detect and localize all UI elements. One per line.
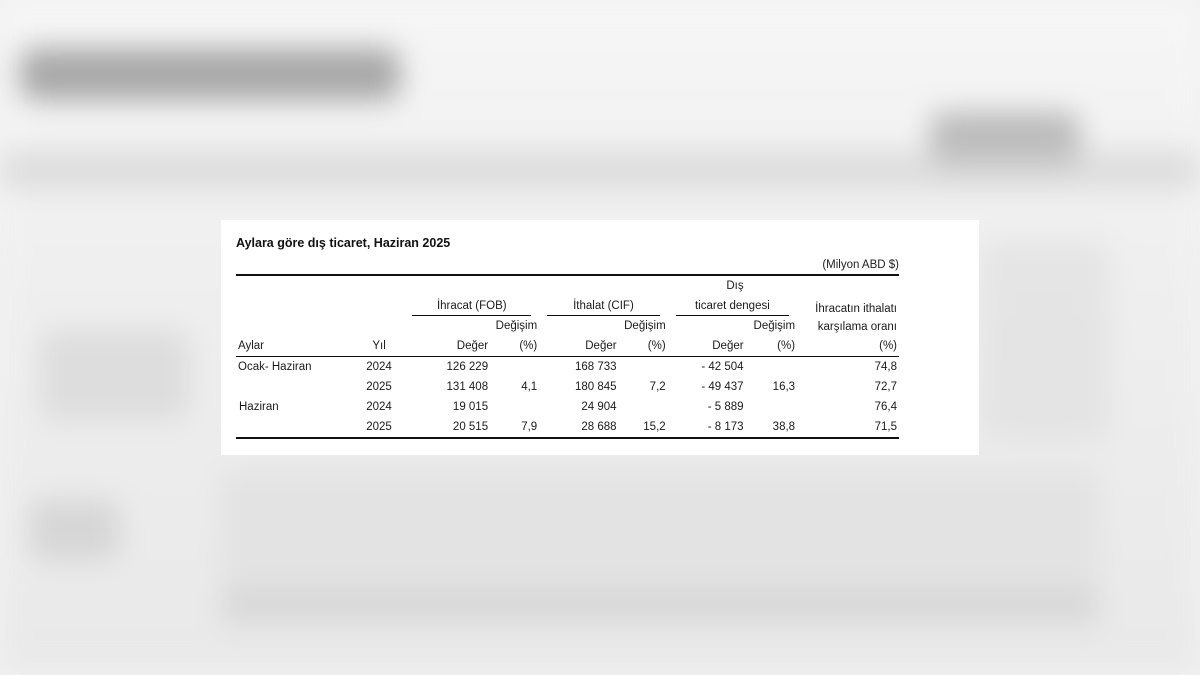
imports-change-cell: 15,2 — [643, 421, 666, 433]
exports-change-label: Değişim — [495, 320, 538, 332]
balance-change-cell — [746, 397, 797, 417]
balance-group-label-line2: ticaret dengesi — [676, 297, 789, 316]
coverage-header — [797, 296, 899, 336]
unit-label: (Milyon ABD $) — [822, 259, 899, 271]
year-cell: 2025 — [366, 381, 392, 393]
imports-change-label: Değişim — [624, 320, 666, 332]
col-balance-pct: (%) — [746, 336, 797, 357]
imports-change-cell: 7,2 — [649, 381, 666, 393]
period-cell — [236, 377, 354, 397]
blurred-block — [30, 500, 120, 560]
coverage-cell: 74,8 — [874, 361, 897, 373]
year-cell: 2024 — [366, 401, 392, 413]
blurred-block — [980, 240, 1110, 440]
balance-value-cell: - 8 173 — [707, 421, 744, 433]
exports-value-cell: 20 515 — [452, 421, 489, 433]
exports-change-cell: 4,1 — [521, 381, 538, 393]
balance-change-label: Değişim — [753, 320, 796, 332]
blurred-block — [220, 590, 1100, 618]
period-cell: Haziran — [239, 401, 279, 413]
balance-value-cell: - 5 889 — [707, 401, 744, 413]
balance-change-cell — [746, 357, 797, 378]
balance-change-cell: 38,8 — [772, 421, 796, 433]
imports-value-cell: 24 904 — [581, 401, 617, 413]
year-cell: 2025 — [366, 421, 392, 433]
coverage-cell: 72,7 — [874, 381, 897, 393]
table-title: Aylara göre dış ticaret, Haziran 2025 — [236, 236, 451, 250]
col-aylar: Aylar — [236, 336, 354, 357]
blurred-block — [0, 150, 1200, 190]
balance-value-cell: - 49 437 — [701, 381, 744, 393]
exports-change-cell: 7,9 — [521, 421, 538, 433]
col-exports-pct: (%) — [490, 336, 539, 357]
header-row-1 — [236, 275, 899, 296]
exports-change-cell — [490, 397, 539, 417]
imports-change-cell — [619, 397, 668, 417]
period-cell: Ocak- Haziran — [238, 361, 312, 373]
exports-value-cell: 131 408 — [446, 381, 489, 393]
table-row — [236, 397, 899, 417]
imports-group-header — [539, 296, 667, 316]
coverage-cell: 71,5 — [874, 421, 897, 433]
coverage-header-line2: karşılama oranı — [817, 321, 897, 333]
imports-value-cell: 28 688 — [581, 421, 617, 433]
imports-group-label: İthalat (CIF) — [547, 297, 659, 316]
coverage-header-line1: İhracatın ithalatı — [815, 303, 897, 315]
balance-value-cell: - 42 504 — [701, 361, 744, 373]
header-row-4 — [236, 336, 899, 357]
balance-change-cell: 16,3 — [772, 381, 796, 393]
blurred-block — [20, 48, 400, 100]
col-imports-value: Değer — [539, 336, 618, 357]
table-row — [236, 417, 899, 438]
table-row — [236, 377, 899, 397]
col-imports-pct: (%) — [619, 336, 668, 357]
period-cell — [236, 417, 354, 438]
balance-group-label-line1: Dış — [726, 280, 744, 292]
imports-change-cell — [619, 357, 668, 378]
col-coverage-pct: (%) — [797, 336, 899, 357]
exports-group-header — [404, 296, 539, 316]
exports-value-cell: 126 229 — [446, 361, 489, 373]
col-balance-value: Değer — [668, 336, 746, 357]
balance-group-header — [668, 296, 797, 316]
exports-group-label: İhracat (FOB) — [412, 297, 531, 316]
col-exports-value: Değer — [404, 336, 490, 357]
table-row — [236, 357, 899, 378]
foreign-trade-table — [236, 274, 899, 439]
exports-value-cell: 19 015 — [452, 401, 489, 413]
header-row-2 — [236, 296, 899, 316]
exports-change-cell — [490, 357, 539, 378]
table-card — [221, 220, 979, 455]
imports-value-cell: 168 733 — [575, 361, 617, 373]
col-yil: Yıl — [354, 336, 405, 357]
year-cell: 2024 — [366, 361, 392, 373]
blurred-block — [40, 330, 190, 420]
imports-value-cell: 180 845 — [575, 381, 617, 393]
coverage-cell: 76,4 — [874, 401, 897, 413]
